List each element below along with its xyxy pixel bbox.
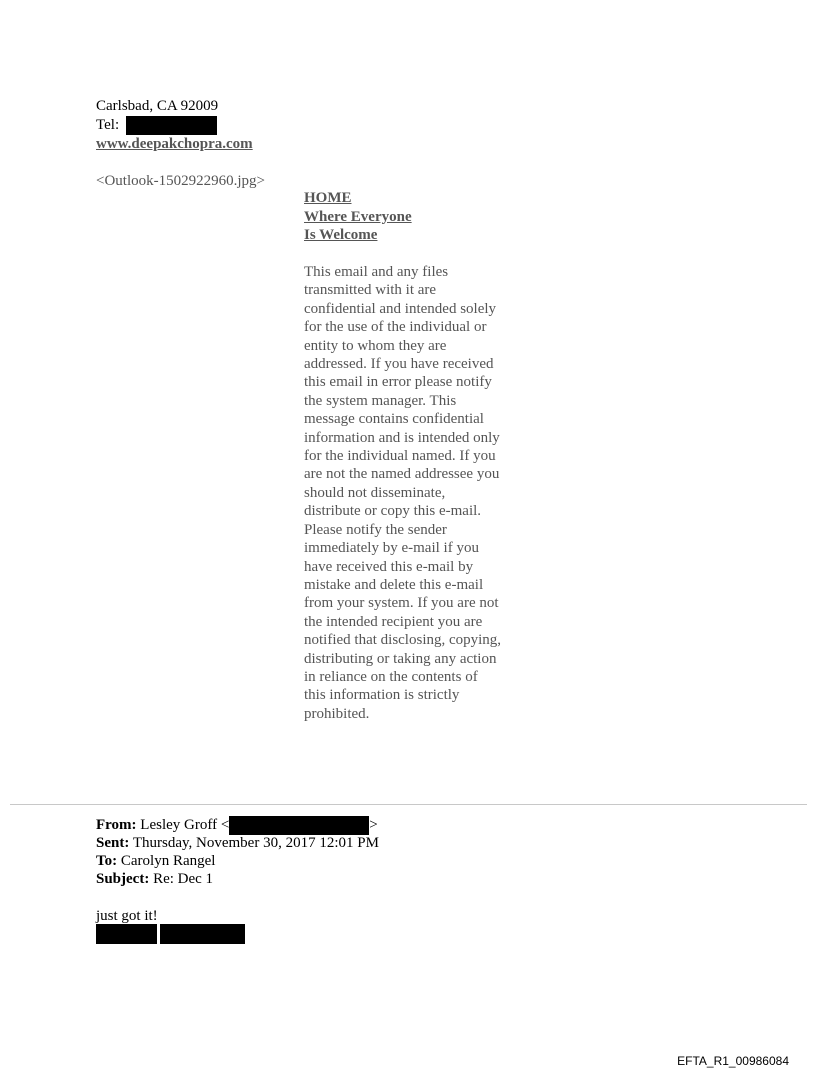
disclaimer-line: transmitted with it are: [304, 282, 437, 299]
redaction-bar: [126, 116, 217, 135]
from-close: >: [369, 817, 378, 833]
home-tagline-line[interactable]: HOME: [304, 190, 352, 206]
website-link[interactable]: www.deepakchopra.com: [96, 136, 253, 152]
from-name: Lesley Groff <: [140, 817, 230, 833]
disclaimer-line: Please notify the sender: [304, 521, 447, 538]
sent-label: Sent:: [96, 835, 130, 851]
subject-line: [96, 870, 213, 888]
disclaimer-line: are not the named addressee you: [304, 466, 500, 483]
home-tagline[interactable]: [304, 189, 412, 245]
disclaimer-line: mistake and delete this e-mail: [304, 576, 484, 593]
disclaimer-line: entity to whom they are: [304, 337, 447, 354]
subject-value: Re: Dec 1: [153, 871, 214, 887]
disclaimer-line: the intended recipient you are: [304, 613, 483, 630]
signature-address: Carlsbad, CA 92009: [96, 98, 219, 114]
disclaimer-line: for the use of the individual or: [304, 319, 487, 336]
message-separator: [10, 804, 807, 805]
home-tagline-line[interactable]: Where Everyone: [304, 208, 412, 225]
disclaimer-line: immediately by e-mail if you: [304, 540, 479, 557]
document-id: EFTA_R1_00986084: [677, 1054, 789, 1068]
signature-redaction: [96, 924, 246, 944]
to-line: [96, 852, 215, 870]
disclaimer-line: should not disseminate,: [304, 484, 446, 501]
disclaimer-line: message contains confidential: [304, 411, 484, 428]
message-body: just got it!: [96, 908, 158, 924]
disclaimer-line: this information is strictly: [304, 687, 460, 704]
redaction-bar: [96, 924, 157, 944]
from-label: From:: [96, 817, 137, 833]
disclaimer-line: in reliance on the contents of: [304, 668, 478, 685]
disclaimer-line: information and is intended only: [304, 429, 500, 446]
sent-line: [96, 834, 379, 852]
confidentiality-disclaimer: [304, 263, 519, 723]
disclaimer-line: addressed. If you have received: [304, 356, 494, 373]
disclaimer-line: for the individual named. If you: [304, 448, 496, 465]
disclaimer-line: have received this e-mail by: [304, 558, 474, 575]
disclaimer-line: distribute or copy this e-mail.: [304, 503, 482, 520]
redaction-bar: [229, 816, 369, 835]
image-placeholder: <Outlook-1502922960.jpg>: [96, 173, 265, 189]
disclaimer-line: this email in error please notify: [304, 374, 492, 391]
disclaimer-line: the system manager. This: [304, 392, 457, 409]
disclaimer-line: distributing or taking any action: [304, 650, 497, 667]
to-label: To:: [96, 853, 118, 869]
from-line: [96, 816, 378, 835]
disclaimer-line: prohibited.: [304, 705, 370, 722]
disclaimer-line: This email and any files: [304, 264, 449, 280]
tel-label: Tel:: [96, 117, 120, 133]
signature-tel-line: [96, 116, 217, 135]
home-tagline-line[interactable]: Is Welcome: [304, 227, 378, 243]
subject-label: Subject:: [96, 871, 150, 887]
disclaimer-line: notified that disclosing, copying,: [304, 632, 502, 649]
disclaimer-line: from your system. If you are not: [304, 595, 499, 612]
to-value: Carolyn Rangel: [120, 853, 216, 869]
redaction-bar: [160, 924, 245, 944]
disclaimer-line: confidential and intended solely: [304, 300, 497, 317]
sent-value: Thursday, November 30, 2017 12:01 PM: [132, 835, 379, 851]
